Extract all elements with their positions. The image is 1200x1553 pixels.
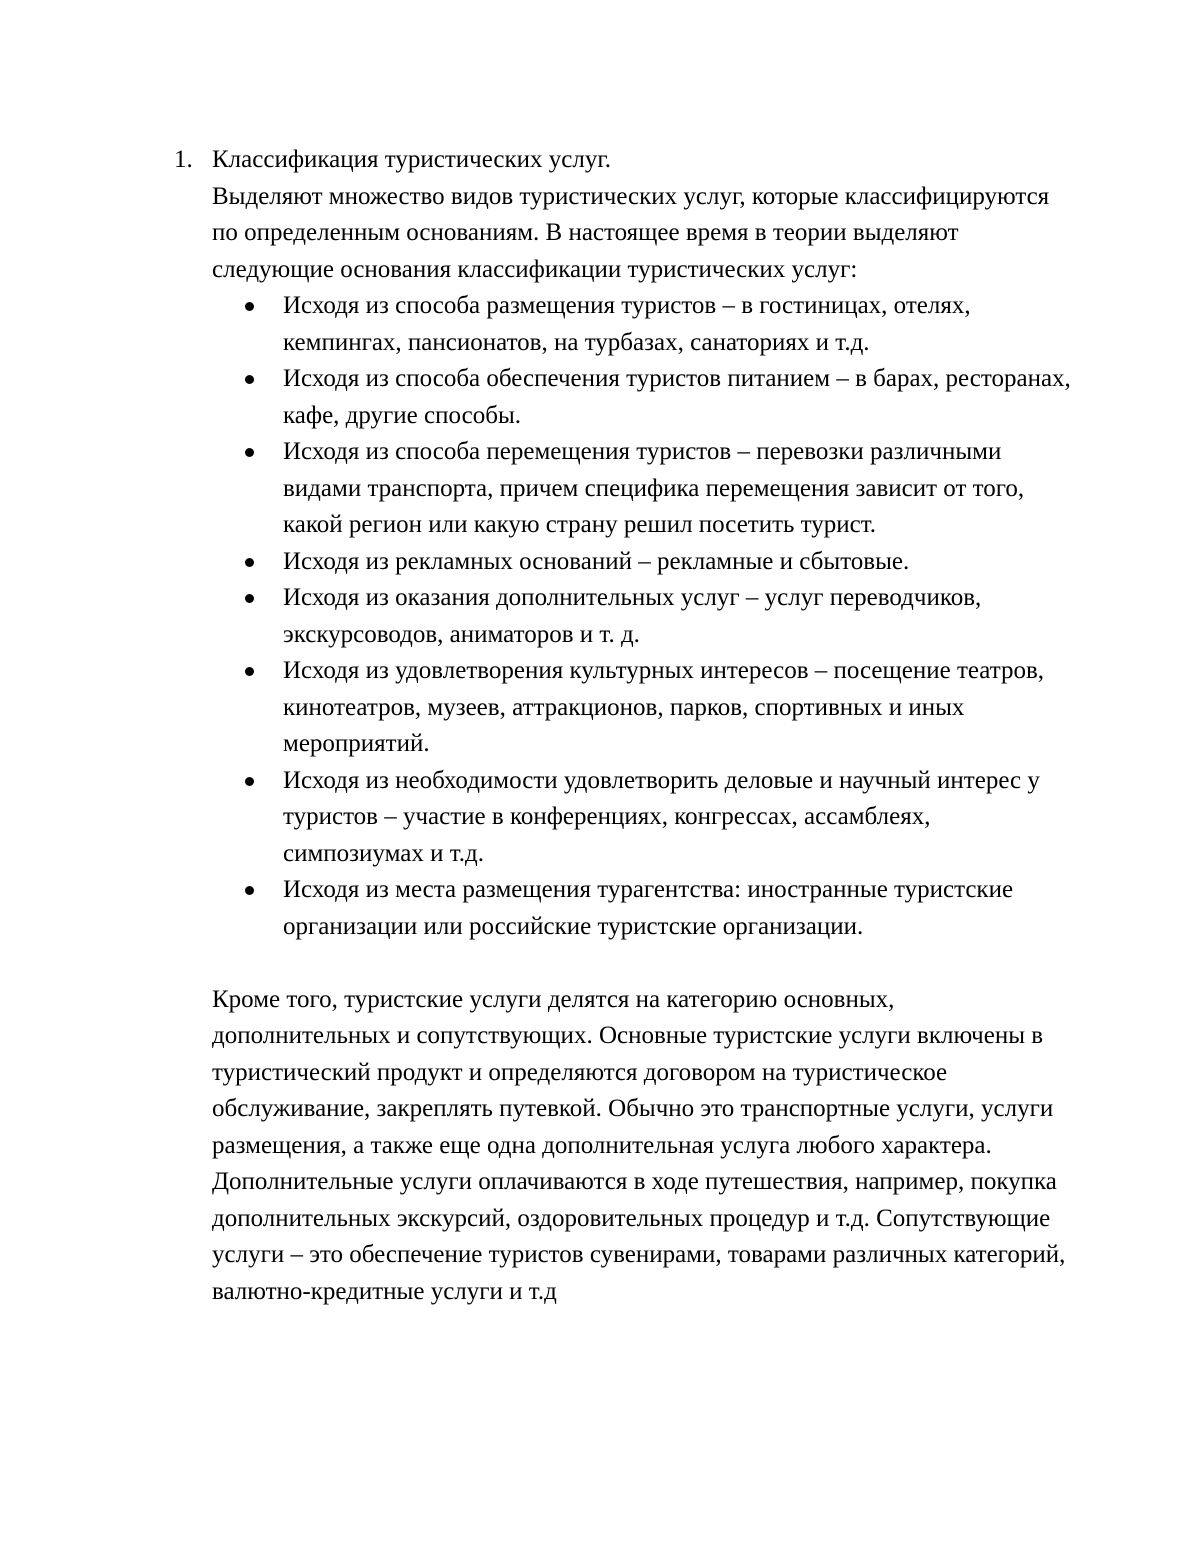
list-item-text: Исходя из способа обеспечения туристов питанием – в барах, ресторанах, кафе, другие способы. bbox=[283, 365, 1071, 429]
list-item-text: Исходя из способа размещения туристов – в гостиницах, отелях, кемпингах, пансионатов, на турбазах, санаториях и т.д. bbox=[283, 292, 971, 356]
bullet-icon bbox=[245, 777, 254, 786]
paragraph-spacer bbox=[212, 945, 1072, 982]
bullet-icon bbox=[245, 448, 254, 457]
list-item bbox=[212, 580, 1072, 653]
list-item bbox=[212, 872, 1072, 945]
bullet-icon bbox=[245, 667, 254, 676]
list-item-text: Исходя из способа перемещения туристов – перевозки различными видами транспорта, причем специфика перемещения зависит от того, какой регион или какую страну решил посетить турист. bbox=[283, 438, 1025, 538]
list-item-text: Исходя из рекламных оснований – рекламные и сбытовые. bbox=[283, 547, 910, 575]
list-item-text: Исходя из необходимости удовлетворить деловые и научный интерес у туристов – участие в конференциях, конгрессах, ассамблеях, симпозиумах и т.д. bbox=[283, 766, 1040, 867]
section-heading: Классификация туристических услуг. bbox=[212, 146, 612, 173]
list-item bbox=[212, 544, 1072, 581]
list-item bbox=[212, 763, 1072, 873]
list-number: 1. bbox=[174, 146, 193, 173]
list-item-text: Исходя из оказания дополнительных услуг – услуг переводчиков, экскурсоводов, аниматоров и т. д. bbox=[283, 584, 982, 648]
list-item bbox=[212, 288, 1072, 361]
bullet-icon bbox=[245, 886, 254, 895]
list-item bbox=[212, 653, 1072, 763]
intro-paragraph: Выделяют множество видов туристических услуг, которые классифицируются по определенным основаниям. В настоящее время в теории выделяют следующие основания классификации туристических услуг: bbox=[212, 182, 1050, 283]
bullet-icon bbox=[245, 302, 254, 311]
classification-list bbox=[212, 288, 1072, 945]
numbered-item-1 bbox=[174, 142, 1072, 288]
bullet-icon bbox=[245, 558, 254, 567]
document-body bbox=[174, 142, 1072, 1310]
closing-paragraph: Кроме того, туристские услуги делятся на категорию основных, дополнительных и сопутствующих. Основные туристские услуги включены в туристический продукт и определяются договором на туристическое обслуживание, закреплять путевкой. Обычно это транспортные услуги, услуги размещения, а также еще одна дополнительная услуга любого характера. Дополнительные услуги оплачиваются в ходе путешествия, например, покупка дополнительных экскурсий, оздоровительных процедур и т.д. Сопутствующие услуги – это обеспечение туристов сувенирами, товарами различных категорий, валютно-кредитные услуги и т.д bbox=[212, 985, 1066, 1305]
list-item bbox=[212, 434, 1072, 544]
bullet-icon bbox=[245, 375, 254, 384]
list-item-text: Исходя из удовлетворения культурных интересов – посещение театров, кинотеатров, музеев, аттракционов, парков, спортивных и иных мероприятий. bbox=[283, 657, 1045, 757]
list-item-text: Исходя из места размещения турагентства: иностранные туристские организации или российские туристские организации. bbox=[283, 876, 1014, 940]
bullet-icon bbox=[245, 594, 254, 603]
list-item bbox=[212, 361, 1072, 434]
